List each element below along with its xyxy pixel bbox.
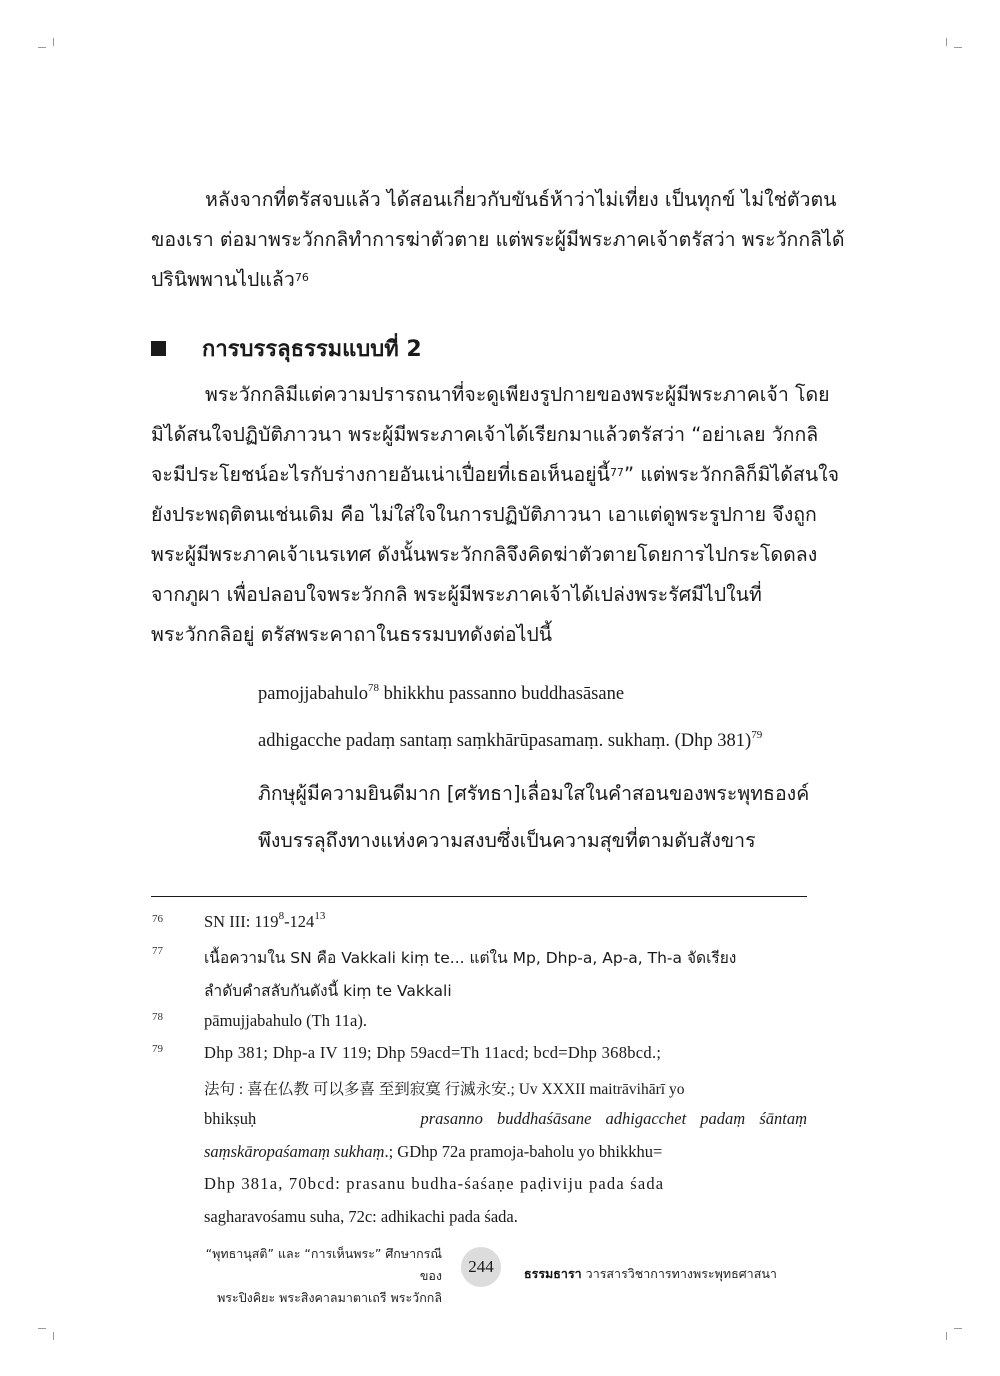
text-segment: adhigacche padaṃ santaṃ saṃkhārūpasamaṃ. sukhaṃ. (Dhp 381)	[258, 731, 752, 751]
pali-verse-line-1	[258, 684, 624, 705]
footnote-79-line-3	[204, 1109, 807, 1129]
footnote-77-line-1: เนื้อความใน SN คือ Vakkali kiṃ te... แต่ใน Mp, Dhp-a, Ap-a, Th-a จัดเรียง	[204, 949, 737, 967]
footnote-divider	[151, 896, 807, 897]
footnote-ref[interactable]: 77	[609, 466, 624, 479]
crop-mark	[946, 38, 947, 46]
footnote-79-line-1: Dhp 381; Dhp-a IV 119; Dhp 59acd=Th 11acd; bcd=Dhp 368bcd.;	[204, 1043, 662, 1062]
page-number: 244	[461, 1247, 501, 1287]
text-segment: ” แต่พระวักกลิก็มิได้สนใจ	[623, 463, 840, 486]
footnote-78: pāmujjabahulo (Th 11a).	[204, 1011, 367, 1030]
heading-text: การบรรลุธรรมแบบที่ 2	[202, 337, 422, 362]
text-segment: .; GDhp 72a pramoja-baholu yo bhikkhu=	[384, 1142, 663, 1161]
footnote-ref[interactable]: 78	[367, 682, 379, 694]
text-line: พระผู้มีพระภาคเจ้าเนรเทศ ดังนั้นพระวักกลิจึงคิดฆ่าตัวตายโดยการไปกระโดดลง	[151, 543, 818, 566]
text-segment: -124	[284, 912, 315, 931]
square-bullet-icon	[151, 341, 166, 356]
crop-mark	[38, 47, 46, 48]
text-segment: pamojjabahulo	[258, 684, 368, 704]
text-segment: SN III: 119	[204, 912, 279, 931]
text-line	[151, 260, 809, 300]
footer-line: “พุทธานุสติ” และ “การเห็นพระ” ศึกษากรณีของ	[205, 1246, 442, 1283]
text-line: พระวักกลิมีแต่ความปรารถนาที่จะดูเพียงรูปกายของพระผู้มีพระภาคเจ้า โดย	[205, 383, 830, 406]
text-line: ของเรา ต่อมาพระวักกลิทำการฆ่าตัวตาย แต่พระผู้มีพระภาคเจ้าตรัสว่า พระวักกลิได้	[151, 228, 845, 251]
footnote-number: 79	[152, 1043, 163, 1055]
italic-text: prasanno buddhaśāsane adhigacchet padaṃ śāntaṃ	[420, 1109, 807, 1128]
footnote-79-line-4	[204, 1142, 807, 1162]
footer-article-title	[190, 1243, 442, 1309]
crop-mark	[53, 38, 54, 46]
footer-line: พระปิงคิยะ พระสิงคาลมาตาเถรี พระวักกลิ	[217, 1290, 442, 1305]
thai-verse-line-1: ภิกษุผู้มีความยินดีมาก [ศรัทธา]เลื่อมใสในคำสอนของพระพุทธองค์	[258, 782, 810, 805]
journal-description: วารสารวิชาการทางพระพุทธศาสนา	[585, 1266, 777, 1281]
text-segment: bhikkhu passanno buddhasāsane	[383, 684, 625, 704]
section-heading	[151, 330, 422, 370]
paragraph-intro	[151, 180, 845, 300]
crop-mark	[954, 47, 962, 48]
superscript: 13	[314, 910, 326, 922]
footnote-79-line-6: sagharavośamu suha, 72c: adhikachi pada śada.	[204, 1207, 518, 1226]
crop-mark	[38, 1328, 46, 1329]
footnote-79-line-2: 法句 : 喜在仏教 可以多喜 至到寂寞 行滅永安.; Uv XXXII maitrāvihārī yo	[204, 1081, 685, 1098]
footnote-76	[204, 912, 807, 932]
footnote-number: 78	[152, 1011, 163, 1023]
footnote-ref[interactable]: 79	[751, 729, 763, 741]
footnote-77-line-2: ลำดับคำสลับกันดังนี้ kiṃ te Vakkali	[204, 982, 452, 1000]
footnote-ref[interactable]: 76	[294, 271, 309, 284]
text-line: มิได้สนใจปฏิบัติภาวนา พระผู้มีพระภาคเจ้าได้เรียกมาแล้วตรัสว่า “อย่าเลย วักกลิ	[151, 423, 819, 446]
text-line: หลังจากที่ตรัสจบแล้ว ได้สอนเกี่ยวกับขันธ์ห้าว่าไม่เที่ยง เป็นทุกข์ ไม่ใช่ตัวตน	[205, 188, 837, 211]
text-line: พระวักกลิอยู่ ตรัสพระคาถาในธรรมบทดังต่อไปนี้	[151, 623, 553, 646]
text-segment: จะมีประโยชน์อะไรกับร่างกายอันเน่าเปื่อยที่เธอเห็นอยู่นี้	[151, 463, 610, 486]
crop-mark	[53, 1332, 54, 1340]
italic-text: saṃskāropaśamaṃ sukhaṃ	[204, 1142, 385, 1161]
footnote-number: 76	[152, 913, 163, 925]
text-segment: ปรินิพพานไปแล้ว	[151, 268, 295, 291]
journal-name: ธรรมธารา	[524, 1266, 582, 1281]
paragraph-story	[151, 375, 840, 655]
thai-verse-line-2: พึงบรรลุถึงทางแห่งความสงบซึ่งเป็นความสุขที่ตามดับสังขาร	[258, 829, 756, 852]
pali-verse-line-2	[258, 731, 762, 752]
footer-journal	[524, 1264, 777, 1284]
text-line: จากภูผา เพื่อปลอบใจพระวักกลิ พระผู้มีพระภาคเจ้าได้เปล่งพระรัศมีไปในที่	[151, 583, 762, 606]
footnote-number: 77	[152, 945, 163, 957]
text-line	[151, 455, 840, 495]
crop-mark	[954, 1328, 962, 1329]
footnote-79-line-5: Dhp 381a, 70bcd: prasanu budha-śaśaṇe paḍiviju pada śada	[204, 1174, 665, 1193]
text-line: ยังประพฤติตนเช่นเดิม คือ ไม่ใส่ใจในการปฏิบัติภาวนา เอาแต่ดูพระรูปกาย จึงถูก	[151, 503, 817, 526]
superscript: 8	[278, 910, 285, 922]
text-segment: bhikṣuḥ	[204, 1109, 257, 1128]
crop-mark	[946, 1332, 947, 1340]
